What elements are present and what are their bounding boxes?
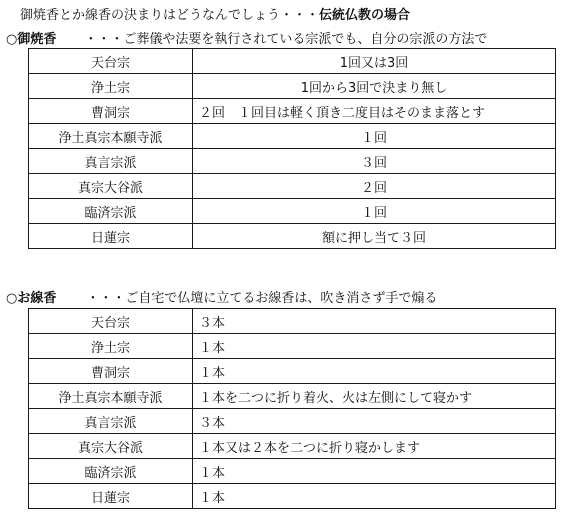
- page-title: [20, 4, 410, 23]
- sect-cell: 臨済宗派: [29, 199, 193, 224]
- sect-cell: 曹洞宗: [29, 359, 193, 384]
- section-note-shoko: ・・・ご葬儀や法要を執行されている宗派でも、自分の宗派の方法で: [84, 32, 488, 47]
- table-row: [29, 149, 556, 174]
- rule-cell: ２回 １回目は軽く頂き二度目はそのまま落とす: [193, 99, 556, 124]
- table-row: [29, 174, 556, 199]
- rule-cell: ３回: [193, 149, 556, 174]
- rule-cell: 1回又は3回: [193, 49, 556, 74]
- section-note-senko: ・・・ご自宅で仏壇に立てるお線香は、吹き消さず手で煽る: [86, 291, 438, 306]
- rule-cell: １回: [193, 199, 556, 224]
- rule-cell: ３本: [193, 409, 556, 434]
- sect-cell: 天台宗: [29, 49, 193, 74]
- section-label-shoko: ○御焼香: [6, 32, 57, 47]
- table-shoko: [28, 48, 556, 249]
- table-row: [29, 74, 556, 99]
- rule-cell: 1回から3回で決まり無し: [193, 74, 556, 99]
- sect-cell: 浄土宗: [29, 334, 193, 359]
- rule-cell: １本: [193, 334, 556, 359]
- rule-cell: １本又は２本を二つに折り寝かします: [193, 434, 556, 459]
- rule-cell: １本を二つに折り着火、火は左側にして寝かす: [193, 384, 556, 409]
- sect-cell: 真宗大谷派: [29, 174, 193, 199]
- table-row: [29, 409, 556, 434]
- table-row: [29, 224, 556, 249]
- rule-cell: １本: [193, 459, 556, 484]
- title-prefix: 御焼香とか線香の決まりはどうなんでしょう・・・: [20, 8, 320, 23]
- section-heading-shoko: [6, 28, 487, 47]
- table-row: [29, 309, 556, 334]
- table-row: [29, 334, 556, 359]
- table-row: [29, 124, 556, 149]
- sect-cell: 真言宗派: [29, 409, 193, 434]
- rule-cell: ２回: [193, 174, 556, 199]
- sect-cell: 曹洞宗: [29, 99, 193, 124]
- table-row: [29, 459, 556, 484]
- section-heading-senko: [6, 287, 437, 306]
- sect-cell: 日蓮宗: [29, 484, 193, 509]
- sect-cell: 浄土宗: [29, 74, 193, 99]
- table-row: [29, 199, 556, 224]
- table-row: [29, 49, 556, 74]
- sect-cell: 臨済宗派: [29, 459, 193, 484]
- rule-cell: １本: [193, 484, 556, 509]
- sect-cell: 日蓮宗: [29, 224, 193, 249]
- sect-cell: 天台宗: [29, 309, 193, 334]
- sect-cell: 真言宗派: [29, 149, 193, 174]
- table-row: [29, 99, 556, 124]
- rule-cell: ３本: [193, 309, 556, 334]
- table-row: [29, 384, 556, 409]
- sect-cell: 浄土真宗本願寺派: [29, 384, 193, 409]
- table-row: [29, 484, 556, 509]
- table-row: [29, 434, 556, 459]
- rule-cell: 額に押し当て３回: [193, 224, 556, 249]
- section-label-senko: ○お線香: [6, 291, 57, 306]
- rule-cell: １回: [193, 124, 556, 149]
- table-senko: [28, 308, 556, 509]
- rule-cell: １本: [193, 359, 556, 384]
- sect-cell: 真宗大谷派: [29, 434, 193, 459]
- sect-cell: 浄土真宗本願寺派: [29, 124, 193, 149]
- title-emphasis: 伝統仏教の場合: [319, 8, 411, 23]
- table-row: [29, 359, 556, 384]
